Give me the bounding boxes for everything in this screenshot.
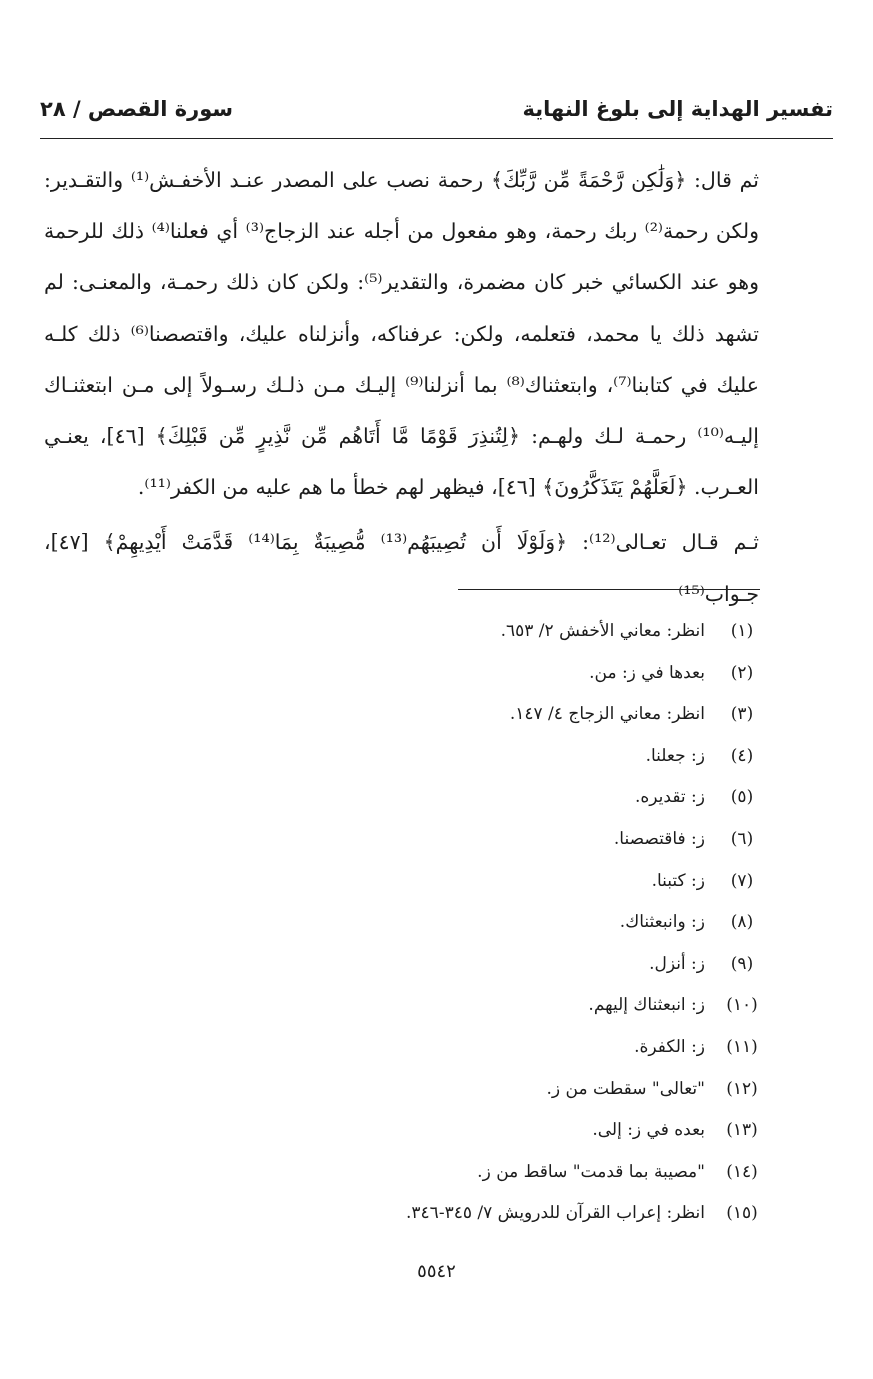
header-rule	[40, 138, 833, 139]
footnote-text: ز: الكفرة.	[634, 1036, 705, 1057]
main-text	[44, 155, 829, 620]
footnote-item	[243, 1152, 763, 1194]
footnote-item	[243, 985, 763, 1027]
footnote-item	[243, 694, 763, 736]
surah-label: سورة القصص / ٢٨	[40, 97, 234, 121]
footnote-text: انظر: معاني الزجاج ٤/ ١٤٧.	[509, 704, 705, 725]
footnote-item	[243, 1110, 763, 1152]
footnote-number: (٤)	[730, 745, 754, 766]
footnote-text: بعده في ز: إلى.	[592, 1120, 705, 1141]
footnote-item	[243, 819, 763, 861]
footnote-number: (٣)	[730, 704, 754, 725]
footnote-number: (٢)	[730, 662, 754, 683]
footnote-item	[243, 902, 763, 944]
footnote-number: (٥)	[730, 787, 754, 808]
footnote-text: ز: أنزل.	[649, 953, 705, 974]
footnote-item	[243, 1027, 763, 1069]
footnote-text: ز: جعلنا.	[645, 745, 705, 766]
footnote-text: بعدها في ز: من.	[589, 662, 705, 683]
footnote-number: (٨)	[730, 912, 754, 933]
footnote-item	[243, 944, 763, 986]
footnote-item	[243, 653, 763, 695]
footnote-number: (١)	[730, 621, 754, 641]
paragraph-1: ثم قال: ﴿وَلَٰكِن رَّحْمَةً مِّن رَّبِّكَ﴾ رحمة نصب على المصدر عنـد الأخفـش⁽¹⁾ والتقـدير: ولكن رحمة⁽²⁾ ربك رحمة، وهو مفعول من أجله عند الزجاج⁽³⁾ أي فعلنا⁽⁴⁾ ذلك للرحمة وهو عند الكسائي خبر كان مضمرة، والتقدير⁽⁵⁾: ولكن كان ذلك رحمـة، والمعنـى: لم تشهد ذلك يا محمد، فتعلمه، ولكن: عرفناكه، وأنزلناه عليك، واقتصصنا⁽⁶⁾ ذلك كلـه عليك في كتابنا⁽⁷⁾، وابتعثناك⁽⁸⁾ بما أنزلنا⁽⁹⁾ إليـك مـن ذلـك رسـولاً إلى مـن ابتعثنـاك إليـه⁽¹⁰⁾ رحمـة لـك ولهـم: ﴿لِتُنذِرَ قَوْمًا مَّا أَتَاهُم مِّن نَّذِيرٍ مِّن قَبْلِكَ﴾ [٤٦]، يعنـي العـرب. ﴿لَعَلَّهُمْ يَتَذَكَّرُونَ﴾ [٤٦]، فيظهر لهم خطأ ما هم عليه من الكفر⁽¹¹⁾.	[44, 168, 760, 500]
footnote-text: "مصيبة بما قدمت" ساقط من ز.	[477, 1161, 705, 1182]
footnote-number: (١١)	[726, 1036, 758, 1057]
footnote-item	[243, 736, 763, 778]
footnote-number: (٧)	[730, 870, 754, 891]
footnote-item	[243, 1193, 763, 1235]
footnote-number: (١٢)	[726, 1078, 758, 1099]
footnote-text: انظر: معاني الأخفش ٢/ ٦٥٣.	[500, 621, 705, 641]
page-number: ٥٥٤٢	[417, 1261, 456, 1282]
footnote-text: ز: كتبنا.	[651, 870, 705, 891]
footnote-text: "تعالى" سقطت من ز.	[546, 1078, 705, 1099]
footnote-text: ز: انبعثناك إليهم.	[588, 995, 705, 1016]
running-header	[40, 92, 833, 126]
paragraph-2: ثـم قـال تعـالى⁽¹²⁾: ﴿وَلَوْلَا أَن تُصِيبَهُم⁽¹³⁾ مُّصِيبَةٌ بِمَا⁽¹⁴⁾ قَدَّمَتْ أَيْدِيهِمْ﴾ [٤٧]، جـواب⁽¹⁵⁾	[44, 530, 759, 606]
footnote-text: ز: تقديره.	[634, 787, 705, 808]
footnote-text: انظر: إعراب القرآن للدرويش ٧/ ٣٤٥-٣٤٦.	[406, 1203, 705, 1224]
footnote-item	[243, 861, 763, 903]
footnote-text: ز: وانبعثناك.	[619, 912, 705, 933]
footnote-number: (١٥)	[726, 1203, 758, 1224]
footnote-text: ز: فاقتصصنا.	[613, 828, 705, 849]
footnote-item	[243, 1069, 763, 1111]
footnote-number: (١٠)	[726, 995, 758, 1016]
footnote-number: (٩)	[730, 953, 754, 974]
footnotes-list	[243, 611, 763, 1235]
footnote-separator	[458, 589, 760, 590]
footnote-item	[243, 777, 763, 819]
book-title: تفسير الهداية إلى بلوغ النهاية	[522, 97, 833, 121]
footnote-number: (١٣)	[726, 1120, 758, 1141]
footnote-number: (٦)	[730, 828, 754, 849]
footnote-number: (١٤)	[726, 1161, 758, 1182]
footnote-item	[243, 611, 763, 653]
